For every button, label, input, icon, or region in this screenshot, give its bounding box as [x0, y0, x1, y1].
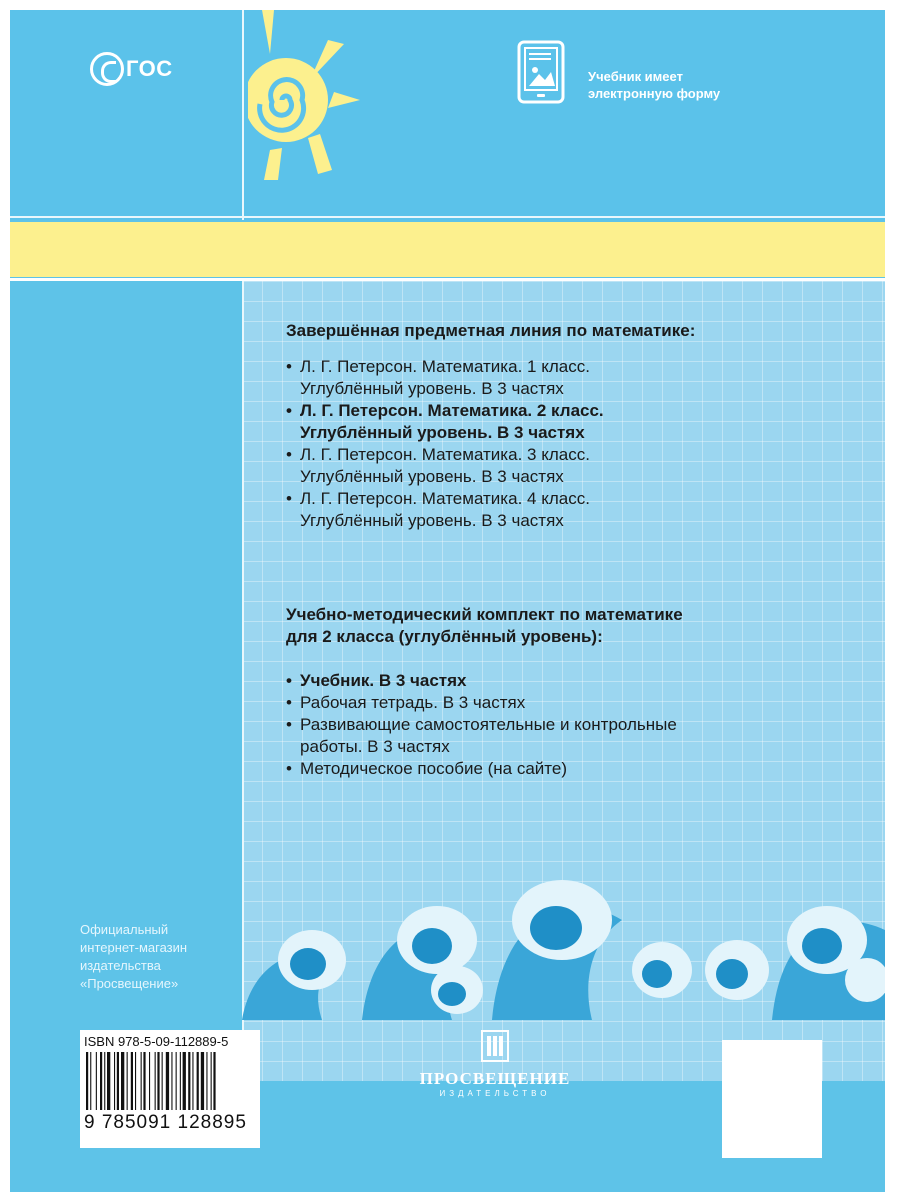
shop-line-2: интернет-магазин — [80, 940, 188, 955]
online-shop-text — [80, 921, 187, 993]
list-item — [286, 714, 683, 758]
kit-heading-line-2: для 2 класса (углублённый уровень): — [286, 627, 603, 646]
shop-line-4: «Просвещение» — [80, 976, 179, 991]
list-item-line: • Л. Г. Петерсон. Математика. 3 класс. — [300, 445, 590, 464]
divider-vertical — [242, 10, 244, 220]
subject-line-heading: Завершённая предметная линия по математике: — [286, 321, 696, 340]
list-item-line: Углублённый уровень. В 3 частях — [300, 423, 585, 442]
sticker-area — [722, 1040, 822, 1158]
publisher-emblem-icon — [481, 1030, 509, 1062]
list-item-line: Углублённый уровень. В 3 частях — [300, 511, 564, 530]
list-item — [286, 444, 695, 488]
list-item-line: • Л. Г. Петерсон. Математика. 1 класс. — [300, 357, 590, 376]
list-item — [286, 758, 683, 780]
list-item — [286, 488, 695, 532]
electronic-form-notice — [588, 68, 720, 102]
list-item-line: • Рабочая тетрадь. В 3 частях — [300, 693, 526, 712]
kit-heading-line-1: Учебно-методический комплект по математике — [286, 605, 683, 624]
list-item-line: Углублённый уровень. В 3 частях — [300, 379, 564, 398]
shop-line-1: Официальный — [80, 922, 169, 937]
list-item-line: • Методическое пособие (на сайте) — [300, 759, 568, 778]
list-item — [286, 692, 683, 714]
kit-list — [286, 670, 683, 780]
eform-line-1: Учебник имеет — [588, 69, 683, 84]
list-item — [286, 356, 695, 400]
barcode-digits: 9 785091 128895 — [84, 1112, 247, 1133]
tablet-icon — [517, 40, 565, 104]
fgos-logo — [90, 52, 173, 86]
sun-icon — [248, 10, 368, 180]
list-item-line: • Л. Г. Петерсон. Математика. 2 класс. — [300, 401, 604, 420]
book-back-cover — [10, 10, 885, 1192]
barcode — [84, 1052, 256, 1110]
fgos-label: ГОС — [126, 56, 173, 81]
publisher-subtitle: ИЗДАТЕЛЬСТВО — [439, 1089, 551, 1098]
kit-section — [286, 604, 683, 780]
publisher-name: ПРОСВЕЩЕНИЕ — [419, 1069, 571, 1088]
eform-line-2: электронную форму — [588, 86, 721, 101]
list-item-line: Углублённый уровень. В 3 частях — [300, 467, 564, 486]
yellow-band — [10, 222, 885, 277]
publisher-logo — [410, 1030, 580, 1098]
list-item-line: • Л. Г. Петерсон. Математика. 4 класс. — [300, 489, 590, 508]
list-item-line: • Учебник. В 3 частях — [300, 671, 467, 690]
list-item-current — [286, 670, 683, 692]
list-item-line: работы. В 3 частях — [300, 737, 450, 756]
divider-horizontal — [10, 216, 885, 218]
subject-line-list — [286, 356, 695, 532]
waves-illustration — [242, 870, 885, 1020]
list-item-line: • Развивающие самостоятельные и контрольные — [300, 715, 677, 734]
subject-line-section — [286, 320, 695, 532]
list-item-current — [286, 400, 695, 444]
isbn-label: ISBN 978-5-09-112889-5 — [84, 1034, 229, 1049]
top-band — [10, 10, 885, 220]
fgos-circle-icon — [90, 52, 124, 86]
shop-line-3: издательства — [80, 958, 161, 973]
